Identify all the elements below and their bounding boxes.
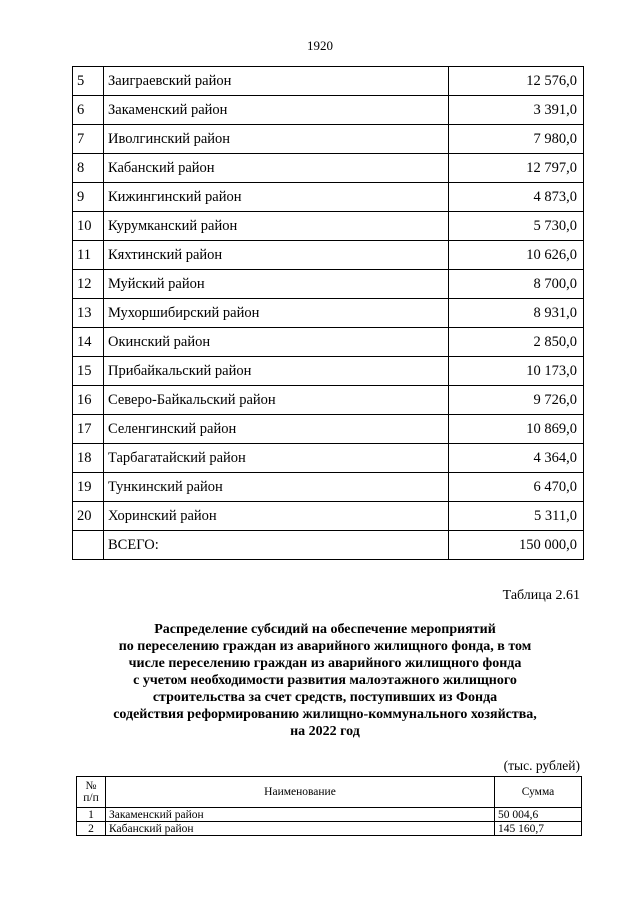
- total-sum: 150 000,0: [449, 531, 584, 560]
- district-sum: 12 576,0: [449, 67, 584, 96]
- row-number: 8: [73, 154, 104, 183]
- district-name: Кяхтинский район: [104, 241, 449, 270]
- total-label: ВСЕГО:: [104, 531, 449, 560]
- district-sum: 10 626,0: [449, 241, 584, 270]
- row-number: 13: [73, 299, 104, 328]
- table-row: [73, 96, 584, 125]
- district-name: Окинский район: [104, 328, 449, 357]
- row-number: 1: [77, 808, 106, 822]
- district-name: Тарбагатайский район: [104, 444, 449, 473]
- row-number: 17: [73, 415, 104, 444]
- district-name: Муйский район: [104, 270, 449, 299]
- table-row: [73, 473, 584, 502]
- district-name: Хоринский район: [104, 502, 449, 531]
- units-label: (тыс. рублей): [503, 758, 580, 773]
- header-name: Наименование: [106, 777, 495, 808]
- district-sum: 4 364,0: [449, 444, 584, 473]
- row-number: 9: [73, 183, 104, 212]
- row-number: 12: [73, 270, 104, 299]
- table-row: [73, 154, 584, 183]
- table-row: [73, 67, 584, 96]
- table-row: [77, 822, 582, 836]
- row-number: 19: [73, 473, 104, 502]
- district-name: Закаменский район: [104, 96, 449, 125]
- district-sum: 50 004,6: [495, 808, 582, 822]
- district-sum: 9 726,0: [449, 386, 584, 415]
- district-name: Северо-Байкальский район: [104, 386, 449, 415]
- subsidy-table: [76, 776, 582, 836]
- district-name: Кабанский район: [104, 154, 449, 183]
- total-empty-cell: [73, 531, 104, 560]
- district-name: Селенгинский район: [104, 415, 449, 444]
- table-row: [73, 125, 584, 154]
- table-row: [73, 299, 584, 328]
- district-name: Кабанский район: [106, 822, 495, 836]
- district-sum: 5 311,0: [449, 502, 584, 531]
- district-sum: 4 873,0: [449, 183, 584, 212]
- district-sum: 5 730,0: [449, 212, 584, 241]
- district-sum: 12 797,0: [449, 154, 584, 183]
- row-number: 10: [73, 212, 104, 241]
- district-name: Заиграевский район: [104, 67, 449, 96]
- district-sum: 8 700,0: [449, 270, 584, 299]
- district-sum: 7 980,0: [449, 125, 584, 154]
- district-name: Закаменский район: [106, 808, 495, 822]
- row-number: 5: [73, 67, 104, 96]
- row-number: 15: [73, 357, 104, 386]
- table-caption: Таблица 2.61: [502, 588, 580, 603]
- table-row: [73, 270, 584, 299]
- district-name: Иволгинский район: [104, 125, 449, 154]
- district-sum: 145 160,7: [495, 822, 582, 836]
- district-sum: 6 470,0: [449, 473, 584, 502]
- row-number: 7: [73, 125, 104, 154]
- total-row: [73, 531, 584, 560]
- district-sum: 2 850,0: [449, 328, 584, 357]
- table-row: [73, 386, 584, 415]
- table-row: [73, 241, 584, 270]
- district-name: Мухоршибирский район: [104, 299, 449, 328]
- row-number: 2: [77, 822, 106, 836]
- row-number: 20: [73, 502, 104, 531]
- row-number: 16: [73, 386, 104, 415]
- table-row: [73, 328, 584, 357]
- table-title: Распределение субсидий на обеспечение мероприятий по переселению граждан из аварийного жилищного фонда, в том числе переселению граждан из аварийного жилищного фонда с учетом необходимости развития малоэтажного жилищного строительства за счет средств, поступивших из Фонда содействия реформированию жилищно-коммунального хозяйства, на 2022 год: [113, 622, 537, 739]
- row-number: 14: [73, 328, 104, 357]
- table-row: [77, 808, 582, 822]
- district-name: Курумканский район: [104, 212, 449, 241]
- table-row: [73, 502, 584, 531]
- district-sum: 8 931,0: [449, 299, 584, 328]
- district-name: Кижингинский район: [104, 183, 449, 212]
- table-row: [73, 415, 584, 444]
- district-sum: 3 391,0: [449, 96, 584, 125]
- table-row: [73, 357, 584, 386]
- table-row: [73, 212, 584, 241]
- district-name: Тункинский район: [104, 473, 449, 502]
- row-number: 11: [73, 241, 104, 270]
- table-row: [73, 444, 584, 473]
- header-sum: Сумма: [495, 777, 582, 808]
- row-number: 6: [73, 96, 104, 125]
- row-number: 18: [73, 444, 104, 473]
- page-number: 1920: [307, 38, 333, 53]
- header-num: № п/п: [77, 777, 106, 808]
- district-name: Прибайкальский район: [104, 357, 449, 386]
- table-header-row: [77, 777, 582, 808]
- district-sum: 10 869,0: [449, 415, 584, 444]
- district-sum: 10 173,0: [449, 357, 584, 386]
- district-table: [72, 66, 584, 560]
- table-row: [73, 183, 584, 212]
